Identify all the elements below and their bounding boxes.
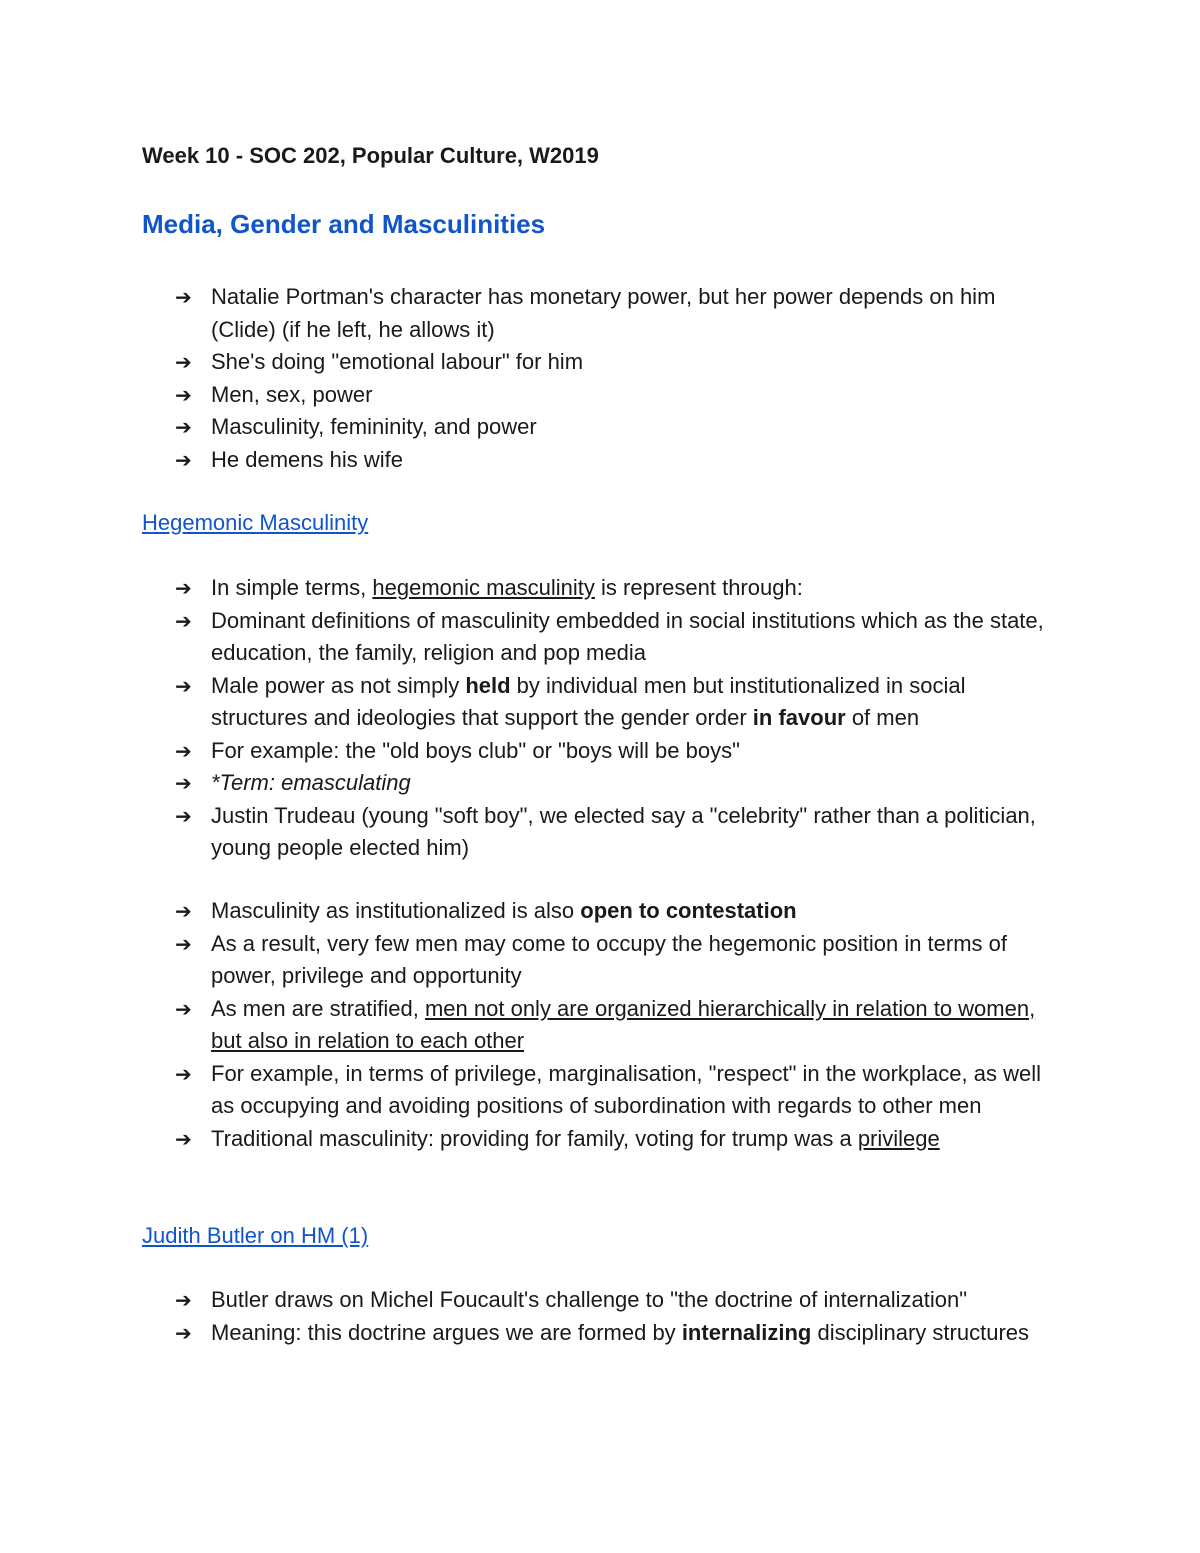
hm-bullet-list-2	[175, 895, 1055, 1155]
arrow-right-icon: ➔	[175, 382, 192, 407]
intro-bullet-list	[175, 281, 1055, 476]
italic-term: *Term: emasculating	[211, 770, 411, 795]
arrow-right-icon: ➔	[175, 803, 192, 828]
list-item: ➔ Masculinity as institutionalized is also open to contestation	[175, 895, 1055, 928]
arrow-right-icon: ➔	[175, 899, 192, 923]
arrow-right-icon: ➔	[175, 447, 192, 472]
arrow-right-icon: ➔	[175, 996, 192, 1021]
list-item: ➔ For example: the "old boys club" or "boys will be boys"	[175, 735, 1055, 768]
section-heading-media-gender: Media, Gender and Masculinities	[142, 209, 546, 239]
judith-butler-link[interactable]: Judith Butler on HM (1)	[142, 1223, 369, 1248]
arrow-right-icon: ➔	[175, 738, 192, 763]
underlined-term: hegemonic masculinity	[372, 575, 595, 600]
list-item: ➔ Justin Trudeau (young "soft boy", we elected say a "celebrity" rather than a politician, young people elected him)	[175, 800, 1055, 865]
list-item: ➔ Dominant definitions of masculinity embedded in social institutions which as the state, education, the family, religion and pop media	[175, 605, 1055, 670]
hegemonic-masculinity-link[interactable]: Hegemonic Masculinity	[142, 510, 369, 535]
list-item: ➔ As men are stratified, men not only are organized hierarchically in relation to women, but also in relation to each other	[175, 993, 1055, 1058]
arrow-right-icon: ➔	[175, 608, 192, 633]
list-item: ➔ Traditional masculinity: providing for family, voting for trump was a privilege	[175, 1123, 1055, 1156]
underlined-term: privilege	[857, 1125, 940, 1151]
bold-term: in favour	[752, 705, 846, 730]
list-item: ➔ For example, in terms of privilege, marginalisation, "respect" in the workplace, as well as occupying and avoiding positions of subordination with regards to other men	[175, 1058, 1055, 1123]
arrow-right-icon: ➔	[175, 576, 192, 600]
bold-term: held	[465, 672, 511, 698]
arrow-right-icon: ➔	[175, 415, 192, 439]
list-item: ➔ Male power as not simply held by individual men but institutionalized in social structures and ideologies that support the gender order in favour of men	[175, 670, 1055, 735]
list-item: ➔ Masculinity, femininity, and power	[175, 411, 1055, 444]
bold-term: internalizing	[681, 1319, 812, 1345]
arrow-right-icon: ➔	[175, 931, 192, 956]
arrow-right-icon: ➔	[175, 1288, 192, 1312]
list-item: ➔ Men, sex, power	[175, 379, 1055, 412]
list-item: ➔ As a result, very few men may come to occupy the hegemonic position in terms of power, privilege and opportunity	[175, 928, 1055, 993]
list-item: ➔ Natalie Portman's character has monetary power, but her power depends on him (Clide) (if he left, he allows it)	[175, 281, 1055, 346]
butler-bullet-list	[175, 1284, 1055, 1349]
list-item: ➔ He demens his wife	[175, 444, 1055, 477]
bold-term: open to contestation	[580, 898, 797, 923]
list-item: ➔ Meaning: this doctrine argues we are formed by internalizing disciplinary structures	[175, 1317, 1055, 1350]
list-item: ➔ Butler draws on Michel Foucault's challenge to "the doctrine of internalization"	[175, 1284, 1055, 1317]
arrow-right-icon: ➔	[175, 285, 192, 309]
arrow-right-icon: ➔	[175, 1320, 192, 1345]
arrow-right-icon: ➔	[175, 771, 192, 795]
arrow-right-icon: ➔	[175, 350, 192, 374]
underlined-term: men not only are organized hierarchically in relation to women, but also in relation to each other	[211, 995, 1036, 1053]
document-title: Week 10 - SOC 202, Popular Culture, W2019	[142, 143, 599, 168]
hm-bullet-list-1	[175, 572, 1055, 865]
arrow-right-icon: ➔	[175, 673, 192, 698]
list-item: ➔ She's doing "emotional labour" for him	[175, 346, 1055, 379]
list-item	[175, 767, 1055, 800]
arrow-right-icon: ➔	[175, 1126, 192, 1151]
list-item: ➔ In simple terms, hegemonic masculinity is represent through:	[175, 572, 1055, 605]
arrow-right-icon: ➔	[175, 1061, 192, 1086]
